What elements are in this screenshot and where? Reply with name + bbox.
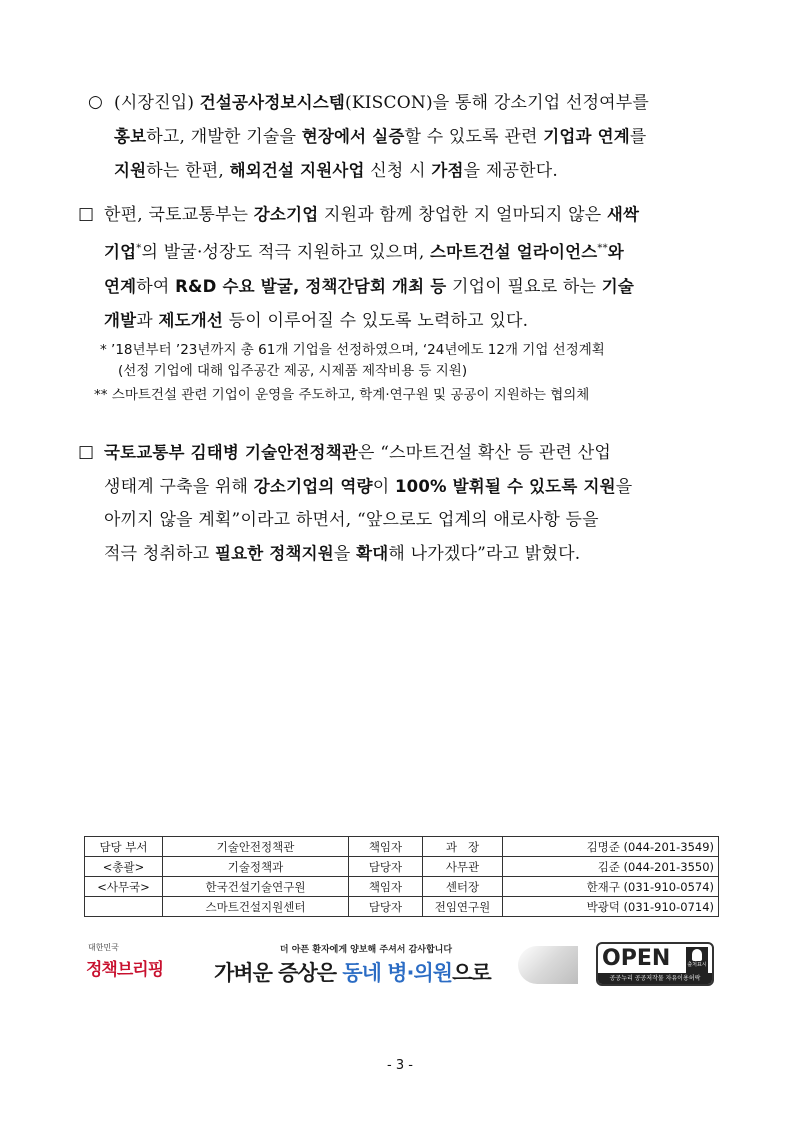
paragraph-official-quote (104, 436, 632, 571)
text-run-bold: 홍보 (114, 127, 147, 146)
text-run-bold: 현장에서 실증 (301, 127, 405, 146)
text-run-bold: 지원 (114, 161, 147, 180)
role-cell: 책임자 (349, 877, 423, 897)
text-run: 이 (372, 477, 395, 497)
text-run-bold: 건설공사정보시스템 (199, 93, 346, 112)
table-row (85, 837, 719, 857)
text-run-bold: 100% 발휘될 수 있도록 지원 (394, 477, 616, 496)
text-run: 지원과 함께 창업한 지 얼마되지 않은 (318, 205, 607, 225)
square-bullet: □ (78, 204, 95, 224)
person-icon (692, 949, 702, 961)
circle-bullet: ○ (88, 92, 103, 112)
text-run: 해 나가겠다”라고 밝혔다. (388, 544, 581, 564)
footnote-1: * ’18년부터 ’23년까지 총 61개 기업을 선정하였으며, ‘24년에도 12개 기업 선정계획 (100, 342, 605, 358)
text-run: 을 (615, 477, 633, 497)
title-cell: 사무관 (423, 857, 503, 877)
text-run: 를 (629, 127, 647, 147)
text-run: 하고, 개발한 기술을 (146, 127, 302, 147)
org-cell: 스마트건설지원센터 (163, 897, 349, 917)
text-line (114, 86, 649, 120)
text-run-bold: 개발 (104, 310, 137, 330)
campaign-title-blue: 동네 병·의원 (342, 961, 453, 985)
text-run-bold: 기업과 연계 (543, 127, 630, 146)
text-line (104, 270, 639, 304)
dept-label-cell: <사무국> (85, 877, 163, 897)
org-cell: 기술안전정책관 (163, 837, 349, 857)
square-bullet: □ (78, 442, 95, 462)
text-line (104, 436, 632, 470)
campaign-title-end: 으로 (452, 961, 491, 985)
person-cell: 김준 (044-201-3550) (503, 857, 719, 877)
footnote-mark: ** (597, 243, 608, 254)
page-number: - 3 - (387, 1058, 413, 1073)
footnote-2: ** 스마트건설 관련 기업이 운영을 주도하고, 학계·연구원 및 공공이 지원하는 협의체 (94, 387, 590, 403)
table-row (85, 897, 719, 917)
text-run-bold: 해외건설 지원사업 (229, 161, 365, 180)
text-run: 하여 (136, 276, 176, 297)
person-cell: 박광덕 (031-910-0714) (503, 897, 719, 917)
text-run: (시장진입) (114, 93, 200, 113)
text-run: 은 “스마트건설 확산 등 관련 산업 (357, 443, 611, 463)
text-run-bold: 기업 (104, 242, 137, 262)
role-cell: 담당자 (349, 857, 423, 877)
text-run: (KISCON)을 통해 강소기업 선정여부를 (345, 93, 650, 113)
person-cell: 한재구 (031-910-0574) (503, 877, 719, 897)
open-license-badge (596, 942, 714, 986)
text-run-bold: 제도개선 (158, 310, 224, 330)
text-run: 을 제공한다. (463, 161, 558, 181)
org-cell: 기술정책과 (163, 857, 349, 877)
text-run: 할 수 있도록 관련 (404, 127, 544, 147)
text-run: 한편, 국토교통부는 (104, 205, 254, 225)
text-run: 과 (136, 310, 159, 331)
campaign-subtitle: 더 아픈 환자에게 양보해 주셔서 감사합니다 (279, 945, 453, 955)
title-cell: 전임연구원 (423, 897, 503, 917)
text-run: 신청 시 (364, 161, 432, 181)
empty-cell (85, 897, 163, 917)
org-cell: 한국건설기술연구원 (163, 877, 349, 897)
text-line (104, 470, 632, 504)
text-run-bold: 연계 (104, 276, 137, 296)
text-run-bold: 국토교통부 김태병 기술안전정책관 (104, 443, 358, 462)
text-line (104, 504, 632, 537)
paragraph-market-entry (114, 86, 649, 188)
dept-header-cell: 담당 부서 (85, 837, 163, 857)
text-line (104, 537, 632, 571)
policy-briefing-logo (86, 942, 170, 980)
text-line (114, 120, 649, 154)
text-run: 하는 한편, (146, 161, 230, 181)
text-line (104, 232, 639, 270)
role-cell: 책임자 (349, 837, 423, 857)
open-text: OPEN (602, 946, 671, 971)
campaign-title-dark: 가벼운 증상은 (214, 961, 343, 985)
title-cell: 센터장 (423, 877, 503, 897)
text-line (114, 154, 649, 188)
text-run-bold: 기술 (601, 276, 635, 296)
table-row (85, 857, 719, 877)
text-line (104, 198, 639, 232)
text-run: 적극 청취하고 (104, 544, 215, 564)
role-cell: 담당자 (349, 897, 423, 917)
text-run-bold: 강소기업 (253, 205, 319, 224)
attribution-icon (686, 947, 708, 973)
text-run: 등이 이루어질 수 있도록 노력하고 있다. (223, 310, 529, 331)
text-run-bold: R&D 수요 발굴, 정책간담회 개최 등 (175, 276, 447, 296)
table-row (85, 877, 719, 897)
text-run: 생태계 구축을 위해 (104, 477, 254, 497)
attribution-badge-text: 출처표시 (687, 962, 707, 968)
text-run-bold: 스마트건설 얼라이언스 (430, 242, 598, 262)
text-run-bold: 필요한 정책지원 (214, 544, 334, 563)
dept-label-cell: <총괄> (85, 857, 163, 877)
text-run-bold: 확대 (356, 544, 389, 563)
campaign-illustration (518, 946, 578, 984)
text-run: 을 (333, 544, 357, 564)
contact-table (84, 836, 719, 917)
text-run: 기업이 필요로 하는 (446, 276, 602, 297)
text-run-bold: 와 (607, 242, 624, 262)
text-run-bold: 강소기업의 역량 (253, 477, 373, 496)
open-caption: 공공누리 공공저작물 자유이용허락 (598, 973, 712, 984)
person-cell: 김명준 (044-201-3549) (503, 837, 719, 857)
text-run: 아끼지 않을 계획”이라고 하면서, “앞으로도 업계의 애로사항 등을 (104, 510, 599, 530)
footnote-1-detail: (선정 기업에 대해 입주공간 제공, 시제품 제작비용 등 지원) (118, 363, 468, 379)
paragraph-startup-support (104, 198, 639, 338)
campaign-banner (214, 942, 578, 986)
logo-small-text: 대한민국 (88, 943, 119, 952)
text-run-bold: 새싹 (606, 205, 640, 224)
logo-main-text: 정책브리핑 (86, 960, 164, 980)
footnote-mark: * (136, 243, 142, 254)
text-run-bold: 가점 (431, 161, 464, 180)
text-line (104, 304, 639, 338)
title-cell: 과 장 (423, 837, 503, 857)
text-run: 의 발굴·성장도 적극 지원하고 있으며, (141, 242, 431, 263)
